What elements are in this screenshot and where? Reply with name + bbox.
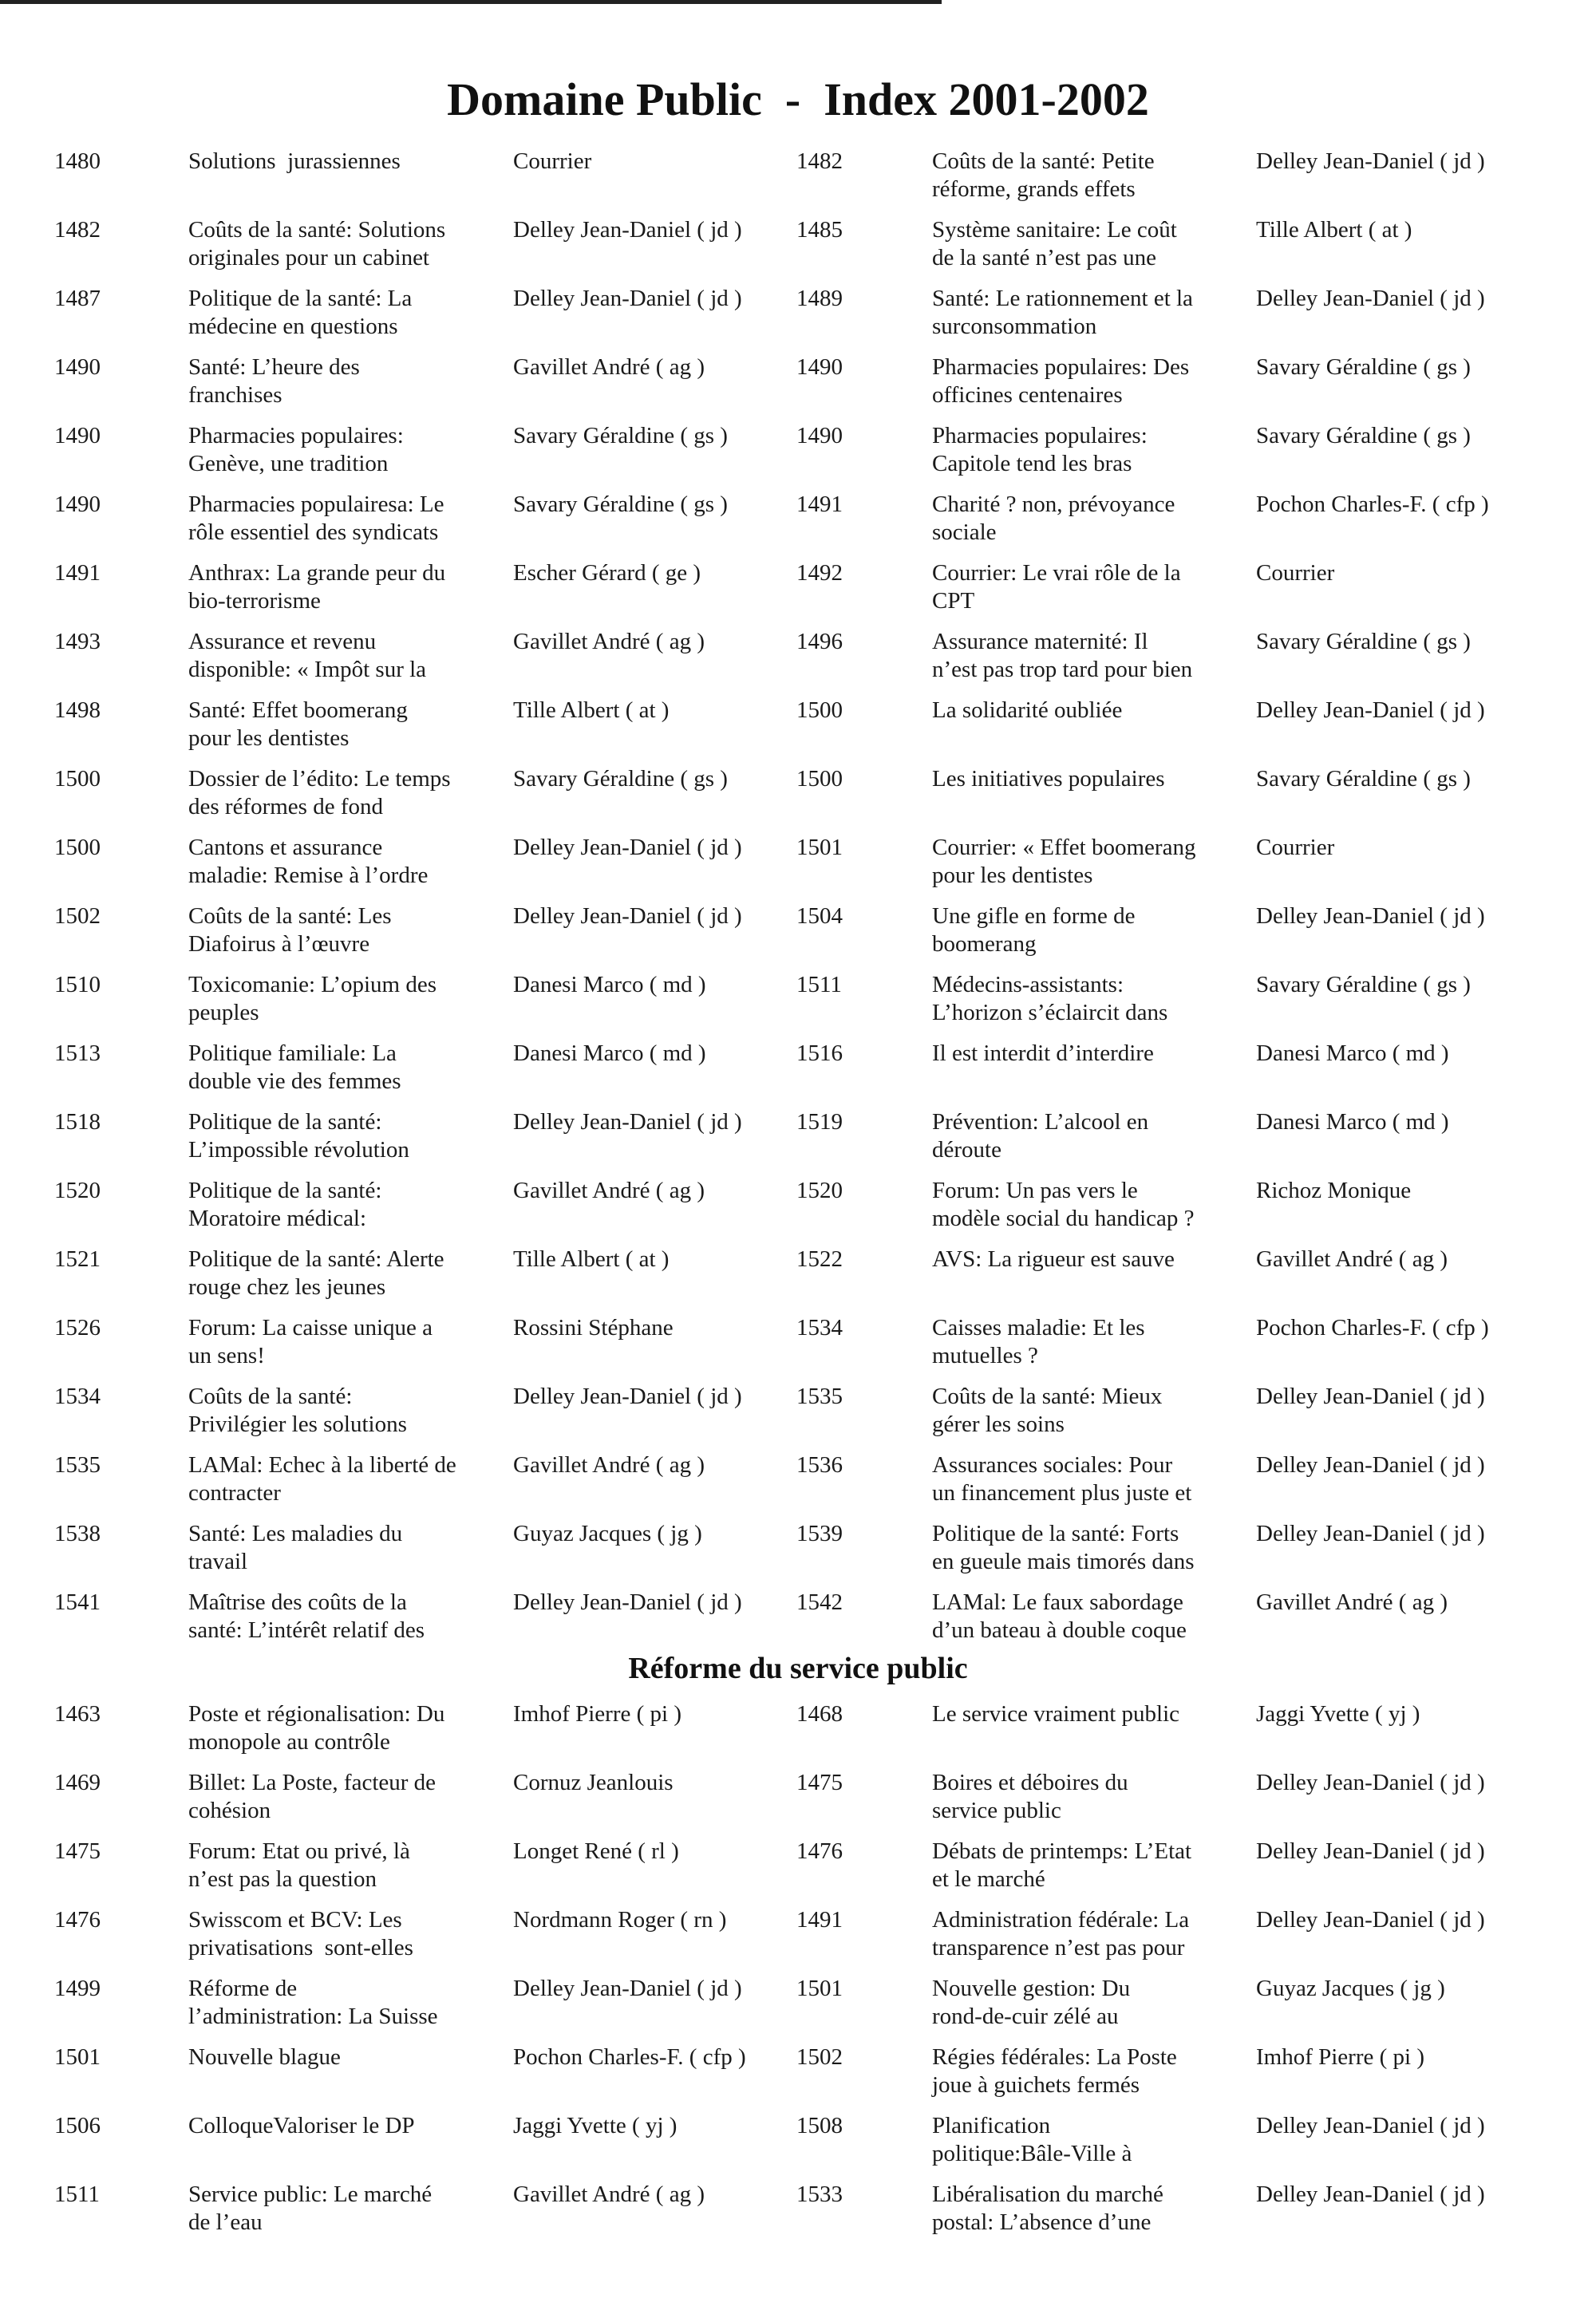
- article-title: Pharmacies populaires: Capitole tend les bras: [932, 423, 1148, 476]
- article-author: Nordmann Roger ( rn ): [513, 1907, 727, 1933]
- issue-number: 1475: [796, 1770, 843, 1795]
- article-author: Gavillet André ( ag ): [513, 1452, 705, 1478]
- issue-number: 1490: [54, 354, 101, 380]
- article-author: Delley Jean-Daniel ( jd ): [1256, 1838, 1485, 1864]
- index-entry: [54, 285, 796, 349]
- issue-number: 1482: [54, 217, 101, 243]
- index-entry: [54, 2181, 796, 2245]
- article-author: Delley Jean-Daniel ( jd ): [1256, 2113, 1485, 2138]
- index-entry: [796, 2112, 1570, 2176]
- index-entry: [54, 1589, 796, 1653]
- article-title: La solidarité oubliée: [932, 697, 1123, 723]
- article-title: Une gifle en forme de boomerang: [932, 903, 1136, 957]
- issue-number: 1506: [54, 2113, 101, 2138]
- index-entry: [796, 1314, 1570, 1378]
- index-entry: [796, 559, 1570, 623]
- issue-number: 1535: [54, 1452, 101, 1478]
- issue-number: 1499: [54, 1976, 101, 2001]
- index-entry: [796, 1838, 1570, 1901]
- index-entry: [54, 216, 796, 280]
- issue-number: 1502: [54, 903, 101, 929]
- article-title: Les initiatives populaires: [932, 766, 1165, 792]
- issue-number: 1500: [796, 766, 843, 792]
- issue-number: 1496: [796, 629, 843, 654]
- page-title: Domaine Public - Index 2001-2002: [447, 73, 1149, 125]
- article-author: Savary Géraldine ( gs ): [1256, 766, 1471, 792]
- article-title: Service public: Le marché de l’eau: [188, 2182, 433, 2235]
- index-entry: [796, 697, 1570, 760]
- article-author: Courrier: [1256, 835, 1335, 860]
- index-entry: [796, 422, 1570, 486]
- section-heading: Réforme du service public: [628, 1652, 968, 1685]
- article-title: Cantons et assurance maladie: Remise à l’ordre: [188, 835, 429, 888]
- index-entry: [796, 1177, 1570, 1241]
- article-author: Danesi Marco ( md ): [1256, 1109, 1449, 1135]
- issue-number: 1489: [796, 286, 843, 311]
- article-author: Gavillet André ( ag ): [513, 1178, 705, 1203]
- issue-number: 1469: [54, 1770, 101, 1795]
- index-entry: [54, 353, 796, 417]
- issue-number: 1536: [796, 1452, 843, 1478]
- issue-number: 1476: [54, 1907, 101, 1933]
- article-author: Delley Jean-Daniel ( jd ): [1256, 148, 1485, 174]
- article-title: Charité ? non, prévoyance sociale: [932, 492, 1175, 545]
- index-entry: [796, 285, 1570, 349]
- issue-number: 1498: [54, 697, 101, 723]
- index-entry: [54, 559, 796, 623]
- article-title: Politique de la santé: La médecine en questions: [188, 286, 413, 339]
- article-author: Delley Jean-Daniel ( jd ): [513, 286, 742, 311]
- article-title: Caisses maladie: Et les mutuelles ?: [932, 1315, 1145, 1368]
- article-title: Coûts de la santé: Privilégier les solutions: [188, 1384, 407, 1437]
- article-title: Toxicomanie: L’opium des peuples: [188, 972, 437, 1025]
- article-author: Delley Jean-Daniel ( jd ): [1256, 1770, 1485, 1795]
- index-entry: [54, 1700, 796, 1764]
- index-entry: [796, 2181, 1570, 2245]
- article-title: LAMal: Echec à la liberté de contracter: [188, 1452, 456, 1506]
- article-title: Assurance et revenu disponible: « Impôt sur la: [188, 629, 427, 682]
- article-author: Delley Jean-Daniel ( jd ): [513, 1589, 742, 1615]
- article-author: Savary Géraldine ( gs ): [1256, 629, 1471, 654]
- issue-number: 1538: [54, 1521, 101, 1546]
- article-title: Boires et déboires du service public: [932, 1770, 1128, 1823]
- index-entry: [54, 628, 796, 692]
- index-entry: [54, 1975, 796, 2039]
- index-entry: [796, 628, 1570, 692]
- issue-number: 1521: [54, 1246, 101, 1272]
- article-author: Savary Géraldine ( gs ): [513, 492, 728, 517]
- article-author: Delley Jean-Daniel ( jd ): [1256, 1521, 1485, 1546]
- issue-number: 1490: [54, 492, 101, 517]
- article-title: Prévention: L’alcool en déroute: [932, 1109, 1149, 1163]
- article-title: Politique de la santé: Forts en gueule mais timorés dans: [932, 1521, 1195, 1574]
- index-entry: [796, 1520, 1570, 1584]
- issue-number: 1490: [54, 423, 101, 448]
- index-entry: [796, 148, 1570, 211]
- article-author: Guyaz Jacques ( jg ): [513, 1521, 702, 1546]
- article-title: Santé: Effet boomerang pour les dentistes: [188, 697, 408, 751]
- article-author: Jaggi Yvette ( yj ): [513, 2113, 678, 2138]
- issue-number: 1490: [796, 354, 843, 380]
- issue-number: 1500: [54, 766, 101, 792]
- article-title: Planification politique:Bâle-Ville à: [932, 2113, 1132, 2166]
- issue-number: 1539: [796, 1521, 843, 1546]
- issue-number: 1490: [796, 423, 843, 448]
- issue-number: 1520: [54, 1178, 101, 1203]
- article-title: Libéralisation du marché postal: L’absence d’une: [932, 2182, 1163, 2235]
- article-title: Swisscom et BCV: Les privatisations sont-elles: [188, 1907, 413, 1960]
- issue-number: 1511: [54, 2182, 100, 2207]
- article-title: Forum: Etat ou privé, là n’est pas la question: [188, 1838, 410, 1892]
- issue-number: 1520: [796, 1178, 843, 1203]
- article-author: Pochon Charles-F. ( cfp ): [1256, 1315, 1489, 1341]
- article-title: Assurance maternité: Il n’est pas trop tard pour bien: [932, 629, 1193, 682]
- article-title: Nouvelle blague: [188, 2044, 341, 2070]
- article-author: Jaggi Yvette ( yj ): [1256, 1701, 1420, 1727]
- article-author: Delley Jean-Daniel ( jd ): [513, 1976, 742, 2001]
- article-author: Gavillet André ( ag ): [513, 629, 705, 654]
- issue-number: 1511: [796, 972, 842, 997]
- issue-number: 1501: [796, 1976, 843, 2001]
- top-rule: [0, 0, 942, 4]
- article-title: Politique de la santé: Moratoire médical:: [188, 1178, 382, 1231]
- article-author: Savary Géraldine ( gs ): [1256, 972, 1471, 997]
- article-author: Delley Jean-Daniel ( jd ): [1256, 2182, 1485, 2207]
- article-author: Courrier: [513, 148, 592, 174]
- issue-number: 1542: [796, 1589, 843, 1615]
- issue-number: 1502: [796, 2044, 843, 2070]
- article-author: Savary Géraldine ( gs ): [1256, 354, 1471, 380]
- index-entry: [54, 1040, 796, 1104]
- index-entry: [796, 834, 1570, 898]
- article-title: Courrier: « Effet boomerang pour les dentistes: [932, 835, 1196, 888]
- article-title: Forum: Un pas vers le modèle social du handicap ?: [932, 1178, 1195, 1231]
- article-title: Solutions jurassiennes: [188, 148, 401, 174]
- issue-number: 1487: [54, 286, 101, 311]
- article-title: Santé: L’heure des franchises: [188, 354, 360, 408]
- article-title: Coûts de la santé: Mieux gérer les soins: [932, 1384, 1163, 1437]
- article-author: Escher Gérard ( ge ): [513, 560, 701, 586]
- index-entry: [796, 765, 1570, 829]
- article-title: Coûts de la santé: Solutions originales pour un cabinet: [188, 217, 446, 270]
- article-author: Delley Jean-Daniel ( jd ): [513, 217, 742, 243]
- article-title: Politique de la santé: L’impossible révolution: [188, 1109, 409, 1163]
- article-title: Débats de printemps: L’Etat et le marché: [932, 1838, 1192, 1892]
- issue-number: 1519: [796, 1109, 843, 1135]
- article-title: Santé: Le rationnement et la surconsommation: [932, 286, 1193, 339]
- index-entry: [54, 971, 796, 1035]
- article-author: Gavillet André ( ag ): [513, 2182, 705, 2207]
- issue-number: 1482: [796, 148, 843, 174]
- index-entry: [54, 1246, 796, 1309]
- article-author: Delley Jean-Daniel ( jd ): [513, 903, 742, 929]
- article-title: Réforme de l’administration: La Suisse: [188, 1976, 438, 2029]
- issue-number: 1510: [54, 972, 101, 997]
- issue-number: 1508: [796, 2113, 843, 2138]
- article-title: AVS: La rigueur est sauve: [932, 1246, 1175, 1272]
- issue-number: 1476: [796, 1838, 843, 1864]
- index-entry: [54, 1177, 796, 1241]
- article-author: Delley Jean-Daniel ( jd ): [1256, 1384, 1485, 1409]
- index-entry: [796, 1769, 1570, 1833]
- index-entry: [796, 1383, 1570, 1447]
- index-entry: [54, 148, 796, 211]
- article-author: Tille Albert ( at ): [513, 1246, 670, 1272]
- article-title: Santé: Les maladies du travail: [188, 1521, 403, 1574]
- index-entry: [54, 1451, 796, 1515]
- issue-number: 1516: [796, 1040, 843, 1066]
- index-entry: [796, 1451, 1570, 1515]
- issue-number: 1501: [54, 2044, 101, 2070]
- article-title: Pharmacies populaires: Des officines centenaires: [932, 354, 1190, 408]
- index-entry: [796, 1108, 1570, 1172]
- article-author: Delley Jean-Daniel ( jd ): [1256, 903, 1485, 929]
- index-entry: [54, 422, 796, 486]
- article-author: Danesi Marco ( md ): [1256, 1040, 1449, 1066]
- article-title: Nouvelle gestion: Du rond-de-cuir zélé au: [932, 1976, 1131, 2029]
- article-author: Guyaz Jacques ( jg ): [1256, 1976, 1445, 2001]
- article-title: Coûts de la santé: Les Diafoirus à l’œuvre: [188, 903, 392, 957]
- article-title: Assurances sociales: Pour un financement plus juste et: [932, 1452, 1192, 1506]
- article-title: Poste et régionalisation: Du monopole au contrôle: [188, 1701, 445, 1755]
- index-entry: [796, 353, 1570, 417]
- article-author: Pochon Charles-F. ( cfp ): [1256, 492, 1489, 517]
- index-entry: [796, 1906, 1570, 1970]
- article-title: Dossier de l’édito: Le temps des réformes de fond: [188, 766, 451, 819]
- issue-number: 1491: [796, 1907, 843, 1933]
- article-title: Courrier: Le vrai rôle de la CPT: [932, 560, 1181, 614]
- issue-number: 1493: [54, 629, 101, 654]
- article-author: Delley Jean-Daniel ( jd ): [1256, 1452, 1485, 1478]
- index-entry: [796, 1700, 1570, 1764]
- index-entry: [54, 1520, 796, 1584]
- article-author: Delley Jean-Daniel ( jd ): [1256, 286, 1485, 311]
- article-author: Imhof Pierre ( pi ): [1256, 2044, 1424, 2070]
- index-entry: [54, 1108, 796, 1172]
- issue-number: 1526: [54, 1315, 101, 1341]
- article-title: Politique de la santé: Alerte rouge chez les jeunes: [188, 1246, 444, 1300]
- article-author: Delley Jean-Daniel ( jd ): [513, 1109, 742, 1135]
- index-entry: [54, 2043, 796, 2107]
- index-entry: [796, 971, 1570, 1035]
- article-author: Richoz Monique: [1256, 1178, 1412, 1203]
- issue-number: 1491: [54, 560, 101, 586]
- article-author: Delley Jean-Daniel ( jd ): [513, 1384, 742, 1409]
- issue-number: 1463: [54, 1701, 101, 1727]
- index-entry: [796, 216, 1570, 280]
- index-entry: [54, 1838, 796, 1901]
- article-title: Politique familiale: La double vie des femmes: [188, 1040, 401, 1094]
- article-author: Imhof Pierre ( pi ): [513, 1701, 681, 1727]
- article-title: Régies fédérales: La Poste joue à guichets fermés: [932, 2044, 1177, 2098]
- article-author: Gavillet André ( ag ): [1256, 1589, 1448, 1615]
- issue-number: 1500: [796, 697, 843, 723]
- article-author: Delley Jean-Daniel ( jd ): [513, 835, 742, 860]
- index-entry: [54, 765, 796, 829]
- article-author: Delley Jean-Daniel ( jd ): [1256, 697, 1485, 723]
- issue-number: 1541: [54, 1589, 101, 1615]
- article-author: Danesi Marco ( md ): [513, 972, 706, 997]
- index-entry: [796, 491, 1570, 555]
- index-entry: [796, 1975, 1570, 2039]
- issue-number: 1491: [796, 492, 843, 517]
- index-entry: [54, 1383, 796, 1447]
- issue-number: 1475: [54, 1838, 101, 1864]
- article-title: Anthrax: La grande peur du bio-terrorisme: [188, 560, 446, 614]
- article-author: Tille Albert ( at ): [513, 697, 670, 723]
- article-title: Maîtrise des coûts de la santé: L’intérêt relatif des: [188, 1589, 425, 1643]
- issue-number: 1533: [796, 2182, 843, 2207]
- article-author: Gavillet André ( ag ): [513, 354, 705, 380]
- article-author: Rossini Stéphane: [513, 1315, 674, 1341]
- index-entry: [796, 1589, 1570, 1653]
- article-title: Pharmacies populairesa: Le rôle essentiel des syndicats: [188, 492, 444, 545]
- issue-number: 1504: [796, 903, 843, 929]
- article-author: Tille Albert ( at ): [1256, 217, 1412, 243]
- issue-number: 1485: [796, 217, 843, 243]
- article-author: Savary Géraldine ( gs ): [513, 423, 728, 448]
- index-entry: [54, 491, 796, 555]
- article-author: Savary Géraldine ( gs ): [1256, 423, 1471, 448]
- issue-number: 1468: [796, 1701, 843, 1727]
- article-title: Il est interdit d’interdire: [932, 1040, 1154, 1066]
- article-title: Le service vraiment public: [932, 1701, 1180, 1727]
- issue-number: 1513: [54, 1040, 101, 1066]
- article-author: Courrier: [1256, 560, 1335, 586]
- index-entry: [54, 697, 796, 760]
- issue-number: 1518: [54, 1109, 101, 1135]
- issue-number: 1492: [796, 560, 843, 586]
- article-title: Billet: La Poste, facteur de cohésion: [188, 1770, 437, 1823]
- index-entry: [54, 1906, 796, 1970]
- issue-number: 1500: [54, 835, 101, 860]
- issue-number: 1522: [796, 1246, 843, 1272]
- issue-number: 1534: [54, 1384, 101, 1409]
- index-entry: [54, 1314, 796, 1378]
- index-entry: [796, 2043, 1570, 2107]
- index-entry: [54, 834, 796, 898]
- index-entry: [54, 902, 796, 966]
- index-entry: [54, 1769, 796, 1833]
- article-title: ColloqueValoriser le DP: [188, 2113, 415, 2138]
- article-title: Pharmacies populaires: Genève, une tradition: [188, 423, 404, 476]
- article-author: Danesi Marco ( md ): [513, 1040, 706, 1066]
- article-author: Cornuz Jeanlouis: [513, 1770, 674, 1795]
- issue-number: 1501: [796, 835, 843, 860]
- issue-number: 1480: [54, 148, 101, 174]
- article-author: Savary Géraldine ( gs ): [513, 766, 728, 792]
- article-title: Administration fédérale: La transparence n’est pas pour: [932, 1907, 1190, 1960]
- issue-number: 1534: [796, 1315, 843, 1341]
- index-entry: [796, 1246, 1570, 1309]
- article-author: Pochon Charles-F. ( cfp ): [513, 2044, 746, 2070]
- article-title: Médecins-assistants: L’horizon s’éclaircit dans: [932, 972, 1168, 1025]
- article-title: Système sanitaire: Le coût de la santé n’est pas une: [932, 217, 1177, 270]
- article-author: Longet René ( rl ): [513, 1838, 679, 1864]
- article-title: LAMal: Le faux sabordage d’un bateau à double coque: [932, 1589, 1187, 1643]
- index-entry: [796, 1040, 1570, 1104]
- index-entry: [54, 2112, 796, 2176]
- article-title: Forum: La caisse unique a un sens!: [188, 1315, 433, 1368]
- article-author: Delley Jean-Daniel ( jd ): [1256, 1907, 1485, 1933]
- index-entry: [796, 902, 1570, 966]
- article-author: Gavillet André ( ag ): [1256, 1246, 1448, 1272]
- article-title: Coûts de la santé: Petite réforme, grands effets: [932, 148, 1155, 202]
- issue-number: 1535: [796, 1384, 843, 1409]
